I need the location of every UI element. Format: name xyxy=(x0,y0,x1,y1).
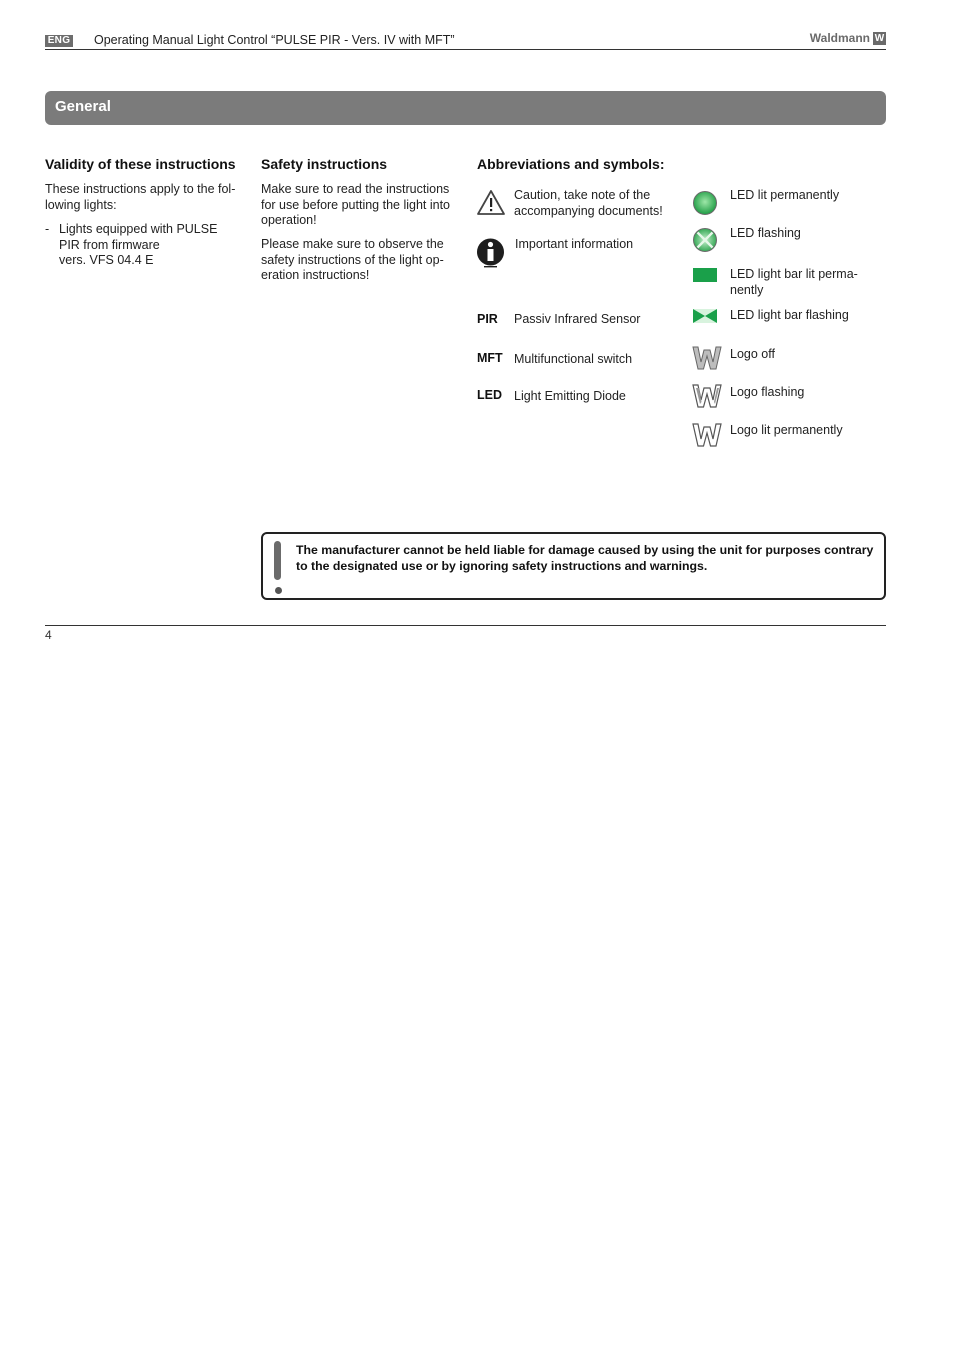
caution-text xyxy=(514,188,684,219)
safety-p1-line-1: Make sure to read the instructions xyxy=(261,182,450,196)
abbr-text-pir: Passiv Infrared Sensor xyxy=(514,312,641,326)
warning-line-1: The manufacturer cannot be held liable for damage caused by using the unit for purposes contrary xyxy=(296,543,874,557)
validity-bullet-line-3: vers. VFS 04.4 E xyxy=(59,253,154,267)
exclamation-icon xyxy=(274,541,281,580)
led-lit-text: LED lit permanently xyxy=(730,188,840,202)
important-text: Important information xyxy=(515,237,634,251)
validity-bullet-dash: - xyxy=(45,222,50,236)
brand-name: Waldmann xyxy=(809,31,870,45)
language-badge: ENG xyxy=(45,35,73,47)
abbr-text-mft: Multifunctional switch xyxy=(514,352,633,366)
abbreviations-heading: Abbreviations and symbols: xyxy=(477,156,665,172)
caution-icon xyxy=(476,189,506,216)
validity-heading: Validity of these instructions xyxy=(45,156,236,172)
led-flashing-icon xyxy=(692,227,718,253)
logo-off-icon xyxy=(692,346,722,370)
validity-bullet-line-1: Lights equipped with PULSE xyxy=(59,222,218,236)
logo-lit-text: Logo lit permanently xyxy=(730,423,843,437)
safety-paragraph-1 xyxy=(261,182,456,229)
logo-flashing-icon xyxy=(692,384,722,408)
safety-p2-line-3: eration instructions! xyxy=(261,268,370,282)
light-bar-lit-line-2: nently xyxy=(730,282,764,297)
logo-flashing-text: Logo flashing xyxy=(730,385,805,399)
caution-line-2: accompanying documents! xyxy=(514,203,663,218)
light-bar-lit-text xyxy=(730,267,880,298)
warning-line-2: to the designated use or by ignoring safety instructions and warnings. xyxy=(296,559,708,573)
safety-p1-line-3: operation! xyxy=(261,213,317,227)
light-bar-flashing-text: LED light bar flashing xyxy=(730,308,849,322)
logo-off-text: Logo off xyxy=(730,347,775,361)
section-bar xyxy=(45,91,886,125)
abbr-code-pir: PIR xyxy=(477,312,498,326)
validity-bullet xyxy=(59,222,249,269)
brand-logo: W xyxy=(874,32,885,44)
abbr-code-led: LED xyxy=(477,388,502,402)
warning-box xyxy=(261,532,886,600)
info-icon xyxy=(476,237,505,268)
validity-bullet-line-2: PIR from firmware xyxy=(59,237,160,252)
page-number: 4 xyxy=(45,628,52,642)
validity-intro-line-2: lowing lights: xyxy=(45,197,117,212)
validity-intro xyxy=(45,182,245,213)
safety-p2-line-1: Please make sure to observe the xyxy=(261,237,444,251)
document-title: Operating Manual Light Control “PULSE PIR - Vers. IV with MFT” xyxy=(94,33,455,47)
safety-p1-line-2: for use before putting the light into xyxy=(261,197,451,212)
brand xyxy=(810,31,886,45)
safety-heading: Safety instructions xyxy=(261,156,388,172)
led-flashing-text: LED flashing xyxy=(730,226,801,240)
section-title: General xyxy=(55,98,111,115)
light-bar-flashing-icon xyxy=(693,309,717,323)
header-rule xyxy=(45,49,886,50)
light-bar-lit-icon xyxy=(693,268,717,282)
led-lit-icon xyxy=(692,190,718,216)
abbr-code-mft: MFT xyxy=(477,351,503,365)
warning-text xyxy=(296,542,876,574)
safety-p2-line-2: safety instructions of the light op- xyxy=(261,252,444,267)
validity-intro-line-1: These instructions apply to the fol- xyxy=(45,182,236,196)
abbr-text-led: Light Emitting Diode xyxy=(514,389,626,403)
exclamation-dot xyxy=(275,587,282,594)
caution-line-1: Caution, take note of the xyxy=(514,188,651,202)
safety-paragraph-2 xyxy=(261,237,456,284)
footer-rule xyxy=(45,625,886,626)
light-bar-lit-line-1: LED light bar lit perma- xyxy=(730,267,858,281)
logo-lit-icon xyxy=(692,423,722,447)
